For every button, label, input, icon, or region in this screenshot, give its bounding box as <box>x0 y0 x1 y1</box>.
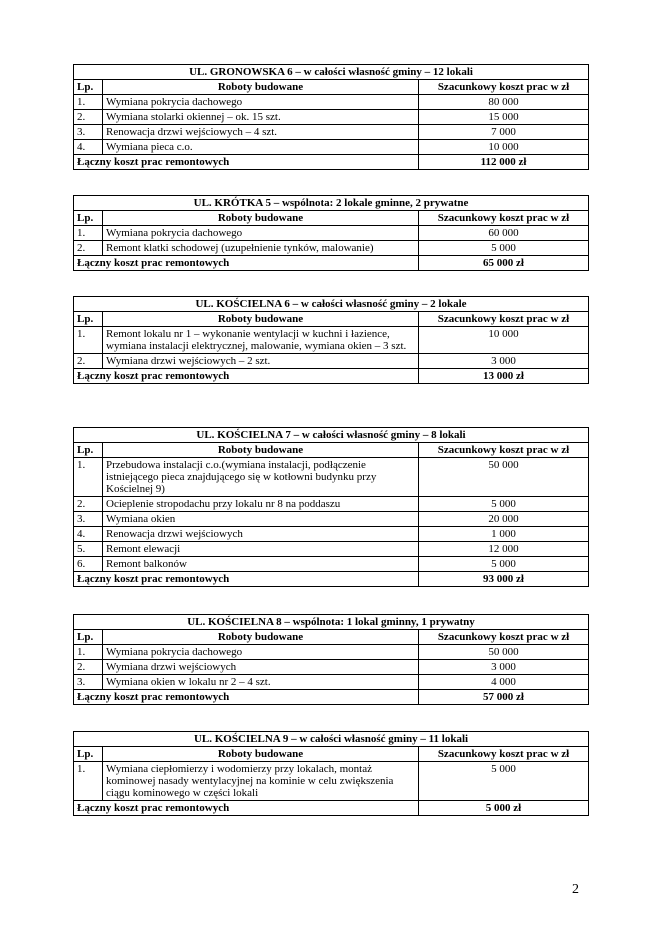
row-work: Wymiana okien <box>103 512 419 527</box>
header-cost: Szacunkowy koszt prac w zł <box>419 747 589 762</box>
row-lp: 6. <box>74 557 103 572</box>
header-cost: Szacunkowy koszt prac w zł <box>419 211 589 226</box>
table-title: UL. KOŚCIELNA 6 – w całości własność gminy – 2 lokale <box>74 297 589 312</box>
header-cost: Szacunkowy koszt prac w zł <box>419 630 589 645</box>
table-row <box>74 527 589 542</box>
row-lp: 2. <box>74 354 103 369</box>
row-cost: 50 000 <box>419 458 589 497</box>
row-lp: 3. <box>74 512 103 527</box>
table-row <box>74 327 589 354</box>
header-lp: Lp. <box>74 211 103 226</box>
table-title: UL. KOŚCIELNA 9 – w całości własność gminy – 11 lokali <box>74 732 589 747</box>
total-value: 93 000 zł <box>419 572 589 587</box>
row-cost: 5 000 <box>419 241 589 256</box>
row-work: Remont klatki schodowej (uzupełnienie tynków, malowanie) <box>103 241 419 256</box>
row-cost: 7 000 <box>419 125 589 140</box>
row-cost: 12 000 <box>419 542 589 557</box>
table-row <box>74 140 589 155</box>
row-cost: 5 000 <box>419 497 589 512</box>
row-lp: 1. <box>74 645 103 660</box>
row-work: Wymiana okien w lokalu nr 2 – 4 szt. <box>103 675 419 690</box>
total-row <box>74 572 589 587</box>
row-lp: 4. <box>74 140 103 155</box>
row-cost: 80 000 <box>419 95 589 110</box>
row-cost: 50 000 <box>419 645 589 660</box>
row-cost: 5 000 <box>419 762 589 801</box>
row-work: Wymiana pieca c.o. <box>103 140 419 155</box>
cost-table-koscielna-6 <box>73 296 589 384</box>
row-work: Wymiana drzwi wejściowych <box>103 660 419 675</box>
row-work: Przebudowa instalacji c.o.(wymiana instalacji, podłączenie istniejącego pieca znajdującego się w kotłowni budynku przy Kościelnej 9) <box>103 458 419 497</box>
row-work: Wymiana pokrycia dachowego <box>103 645 419 660</box>
row-lp: 1. <box>74 327 103 354</box>
header-work: Roboty budowane <box>103 312 419 327</box>
table-row <box>74 110 589 125</box>
cost-table-gronowska-6 <box>73 64 589 170</box>
total-label: Łączny koszt prac remontowych <box>74 155 419 170</box>
table-row <box>74 512 589 527</box>
table-row <box>74 226 589 241</box>
table-row <box>74 497 589 512</box>
cost-table-koscielna-7 <box>73 427 589 587</box>
table-row <box>74 557 589 572</box>
table-row <box>74 675 589 690</box>
row-lp: 2. <box>74 110 103 125</box>
table-title: UL. KRÓTKA 5 – wspólnota: 2 lokale gminne, 2 prywatne <box>74 196 589 211</box>
cost-table-koscielna-8 <box>73 614 589 705</box>
table-row <box>74 542 589 557</box>
header-lp: Lp. <box>74 747 103 762</box>
row-cost: 10 000 <box>419 140 589 155</box>
total-value: 65 000 zł <box>419 256 589 271</box>
total-row <box>74 155 589 170</box>
row-cost: 60 000 <box>419 226 589 241</box>
header-work: Roboty budowane <box>103 211 419 226</box>
total-label: Łączny koszt prac remontowych <box>74 801 419 816</box>
table-title: UL. KOŚCIELNA 8 – wspólnota: 1 lokal gminny, 1 prywatny <box>74 615 589 630</box>
header-work: Roboty budowane <box>103 747 419 762</box>
table-row <box>74 762 589 801</box>
row-cost: 3 000 <box>419 354 589 369</box>
table-row <box>74 458 589 497</box>
row-work: Remont lokalu nr 1 – wykonanie wentylacji w kuchni i łazience, wymiana instalacji elektrycznej, malowanie, wymiana okien – 3 szt. <box>103 327 419 354</box>
row-work: Wymiana stolarki okiennej – ok. 15 szt. <box>103 110 419 125</box>
row-lp: 1. <box>74 762 103 801</box>
row-cost: 4 000 <box>419 675 589 690</box>
total-value: 57 000 zł <box>419 690 589 705</box>
row-work: Remont balkonów <box>103 557 419 572</box>
table-title: UL. KOŚCIELNA 7 – w całości własność gminy – 8 lokali <box>74 428 589 443</box>
row-lp: 1. <box>74 226 103 241</box>
total-value: 13 000 zł <box>419 369 589 384</box>
row-work: Wymiana ciepłomierzy i wodomierzy przy lokalach, montaż kominowej nasady wentylacyjnej na kominie w celu zwiększenia ciągu kominowego w części lokali <box>103 762 419 801</box>
total-value: 112 000 zł <box>419 155 589 170</box>
row-work: Wymiana pokrycia dachowego <box>103 95 419 110</box>
header-work: Roboty budowane <box>103 80 419 95</box>
row-work: Ocieplenie stropodachu przy lokalu nr 8 na poddaszu <box>103 497 419 512</box>
cost-table-koscielna-9 <box>73 731 589 816</box>
total-value: 5 000 zł <box>419 801 589 816</box>
row-work: Renowacja drzwi wejściowych – 4 szt. <box>103 125 419 140</box>
page-number: 2 <box>572 882 579 897</box>
total-row <box>74 256 589 271</box>
header-cost: Szacunkowy koszt prac w zł <box>419 80 589 95</box>
table-row <box>74 645 589 660</box>
header-lp: Lp. <box>74 630 103 645</box>
row-cost: 15 000 <box>419 110 589 125</box>
row-lp: 3. <box>74 125 103 140</box>
row-work: Wymiana pokrycia dachowego <box>103 226 419 241</box>
table-title: UL. GRONOWSKA 6 – w całości własność gminy – 12 lokali <box>74 65 589 80</box>
row-work: Renowacja drzwi wejściowych <box>103 527 419 542</box>
row-cost: 10 000 <box>419 327 589 354</box>
row-lp: 3. <box>74 675 103 690</box>
total-label: Łączny koszt prac remontowych <box>74 690 419 705</box>
row-cost: 5 000 <box>419 557 589 572</box>
total-row <box>74 369 589 384</box>
row-lp: 5. <box>74 542 103 557</box>
total-label: Łączny koszt prac remontowych <box>74 369 419 384</box>
table-row <box>74 354 589 369</box>
header-lp: Lp. <box>74 312 103 327</box>
header-work: Roboty budowane <box>103 443 419 458</box>
header-cost: Szacunkowy koszt prac w zł <box>419 312 589 327</box>
row-work: Remont elewacji <box>103 542 419 557</box>
row-cost: 20 000 <box>419 512 589 527</box>
row-lp: 1. <box>74 95 103 110</box>
total-label: Łączny koszt prac remontowych <box>74 256 419 271</box>
row-cost: 3 000 <box>419 660 589 675</box>
header-lp: Lp. <box>74 443 103 458</box>
table-row <box>74 660 589 675</box>
row-lp: 2. <box>74 241 103 256</box>
row-lp: 4. <box>74 527 103 542</box>
row-lp: 2. <box>74 497 103 512</box>
row-work: Wymiana drzwi wejściowych – 2 szt. <box>103 354 419 369</box>
table-row <box>74 241 589 256</box>
total-label: Łączny koszt prac remontowych <box>74 572 419 587</box>
cost-table-krotka-5 <box>73 195 589 271</box>
header-work: Roboty budowane <box>103 630 419 645</box>
row-lp: 2. <box>74 660 103 675</box>
total-row <box>74 801 589 816</box>
header-cost: Szacunkowy koszt prac w zł <box>419 443 589 458</box>
table-row <box>74 95 589 110</box>
row-lp: 1. <box>74 458 103 497</box>
total-row <box>74 690 589 705</box>
row-cost: 1 000 <box>419 527 589 542</box>
table-row <box>74 125 589 140</box>
header-lp: Lp. <box>74 80 103 95</box>
